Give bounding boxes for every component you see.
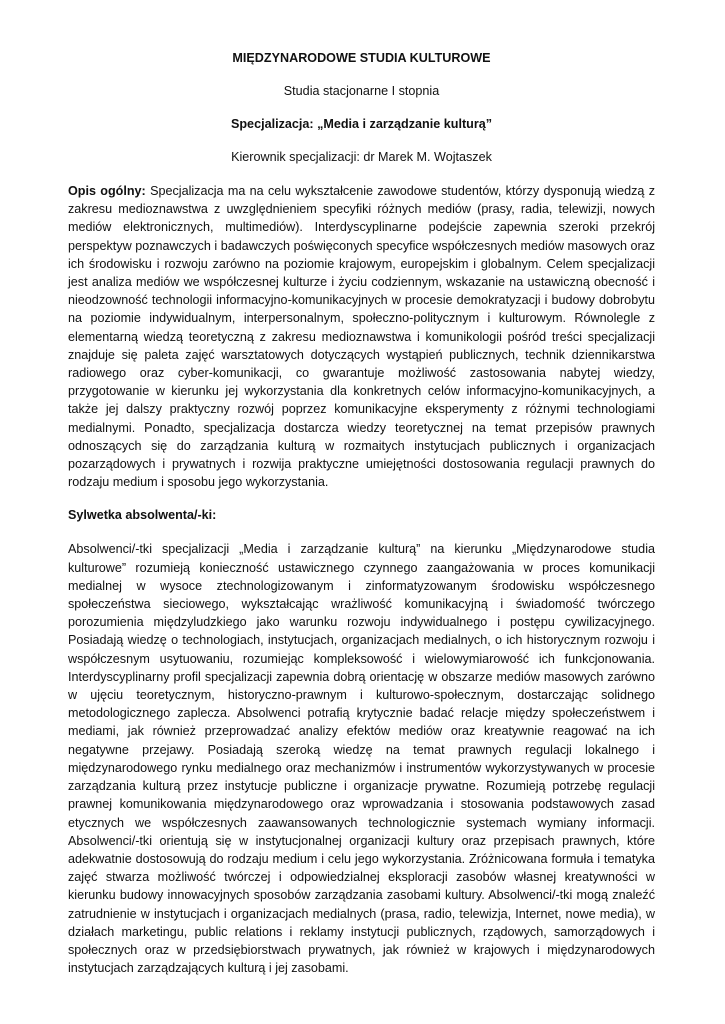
specialization-head: Kierownik specjalizacji: dr Marek M. Wojtaszek — [231, 150, 492, 164]
overview-text: Specjalizacja ma na celu wykształcenie zawodowe studentów, którzy dysponują wiedzą z zakresu medioznawstwa z uwzględnieniem specyfiki różnych mediów (prasy, radia, telewizji, nowych mediów elektronicznych, multimediów). Interdyscyplinarne podejście zapewnia szeroki przekrój perspektyw poznawczych i badawczych poświęconych specyfice współczesnych mediów masowych oraz ich środowisku i rozwoju zarówno na poziomie krajowym, europejskim i globalnym. Celem specjalizacji jest analiza mediów we współczesnej kulturze i życiu codziennym, wskazanie na ustawiczną obecność i nieodzowność technologii informacyjno-komunikacyjnych w procesie demokratyzacji i budowy dobrobytu na poziomie indywidualnym, interpersonalnym, społeczno-politycznym i kulturowym. Równolegle z elementarną wiedzą teoretyczną z zakresu medioznawstwa i komunikologii pośród treści specjalizacji znajduje się paleta zajęć warsztatowych dotyczących wystąpień publicznych, technik dziennikarstwa radiowego oraz cyber-komunikacji, co gwarantuje możliwość zastosowania nabytej wiedzy, przygotowanie w kierunku jej wykorzystania dla konkretnych celów informacyjno-komunikacyjnych, a także jej dalszy praktyczny rozwój poprzez komunikacyjne eksperymenty z różnymi technologiami medialnymi. Ponadto, specjalizacja dostarcza wiedzy teoretycznej na temat przepisów prawnych odnoszących się do zarządzania kulturą w rozmaitych instytucjach publicznych i organizacjach pozarządowych i prywatnych i rozwija praktyczne umiejętności dostosowania regulacji prawnych do rodzaju medium i sposobu jego wykorzystania. — [68, 184, 656, 490]
overview-label: Opis ogólny: — [68, 184, 146, 198]
overview-paragraph — [68, 182, 655, 491]
document-page — [68, 50, 655, 977]
document-title: MIĘDZYNARODOWE STUDIA KULTUROWE — [232, 51, 491, 65]
graduate-heading: Sylwetka absolwenta/-ki: — [68, 508, 217, 523]
study-mode: Studia stacjonarne I stopnia — [283, 84, 440, 98]
graduate-paragraph: Absolwenci/-tki specjalizacji „Media i zarządzanie kulturą” na kierunku „Międzynarodowe studia kulturowe” rozumieją konieczność ustawicznego czynnego zaangażowania w proces komunikacji medialnej w wysoce ztechnologizowanym i zinformatyzowanym środowisku współczesnego społeczeństwa sieciowego, wykształcając wrażliwość komunikacyjną i świadomość twórczego porozumienia międzyludzkiego jako warunku rozwoju indywidualnego i postępu cywilizacyjnego. Posiadają wiedzę o technologiach, instytucjach, organizacjach medialnych, o ich historycznym rozwoju i współczesnym usytuowaniu, rozumiejąc kompleksowość i wielowymiarowość ich funkcjonowania. Interdyscyplinarny profil specjalizacji zapewnia dobrą orientację w obszarze mediów masowych zarówno w ujęciu teoretycznym, historyczno-prawnym i kulturowo-społecznym, dostarczając solidnego metodologicznego zaplecza. Absolwenci potrafią krytycznie badać relacje między społeczeństwem i mediami, jak również przeprowadzać analizy efektów mediów oraz kreatywnie reagować na ich negatywne przejawy. Posiadają szeroką wiedzę na temat prawnych regulacji lokalnego i międzynarodowego rynku medialnego oraz mechanizmów i instrumentów wykorzystywanych w procesie zarządzania kulturą przez instytucje publiczne i organizacje prywatne. Rozumieją potrzebę regulacji prawnej komunikowania międzynarodowego oraz wprowadzania i stosowania podstawowych zasad etycznych we współczesnych zaawansowanych technologicznie systemach wymiany informacji. Absolwenci/-tki orientują się w instytucjonalnej organizacji kultury oraz przepisach prawnych, które adekwatnie dostosowują do rodzaju medium i celu jego wykorzystania. Zróżnicowana formuła i tematyka zajęć stwarza możliwość twórczej i odpowiedzialnej eksploracji zasobów własnej kreatywności w kierunku budowy innowacyjnych sposobów zarządzania zasobami kultury. Absolwenci/-tki mogą znaleźć zatrudnienie w instytucjach i organizacjach medialnych (prasa, radio, telewizja, Internet, nowe media), w działach marketingu, public relations i reklamy instytucji publicznych, rządowych, samorządowych i społecznych oraz w przedsiębiorstwach prywatnych, jak również w krajowych i międzynarodowych instytucjach zarządzających kulturą i jej zasobami. — [68, 542, 655, 976]
specialization-title: Specjalizacja: „Media i zarządzanie kulturą” — [230, 117, 493, 131]
